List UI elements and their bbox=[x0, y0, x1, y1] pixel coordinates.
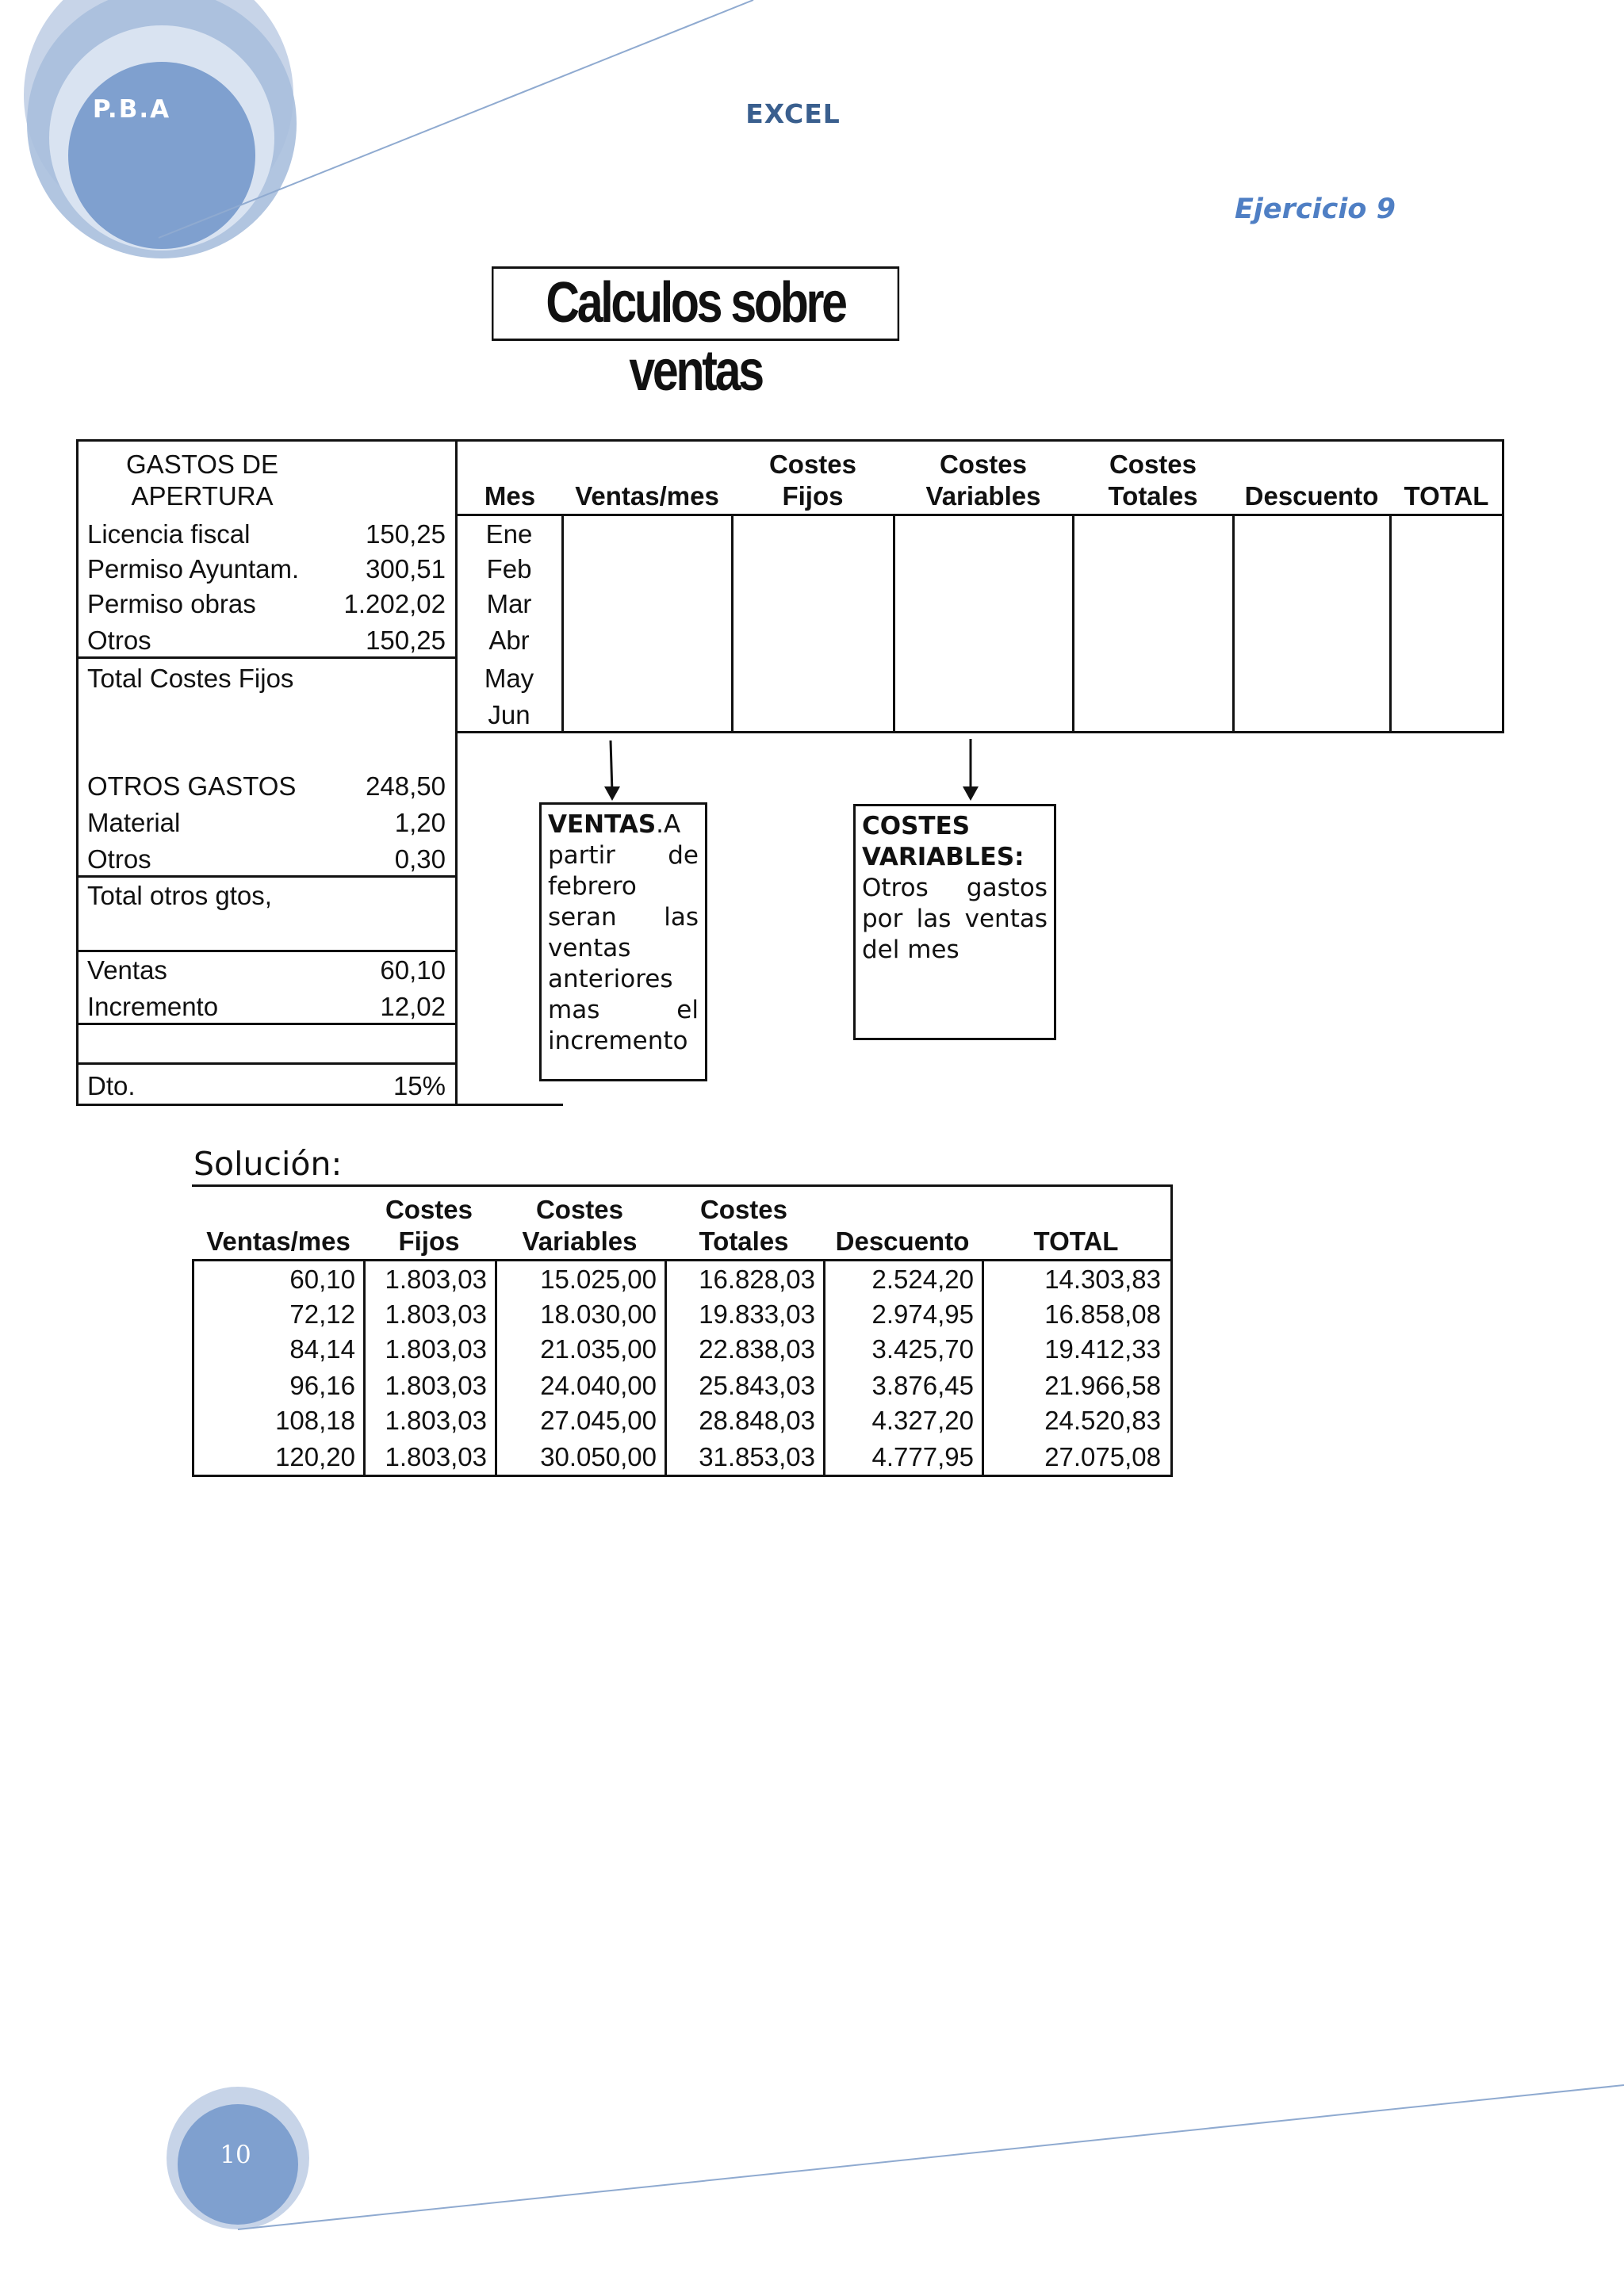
sol-cell: 96,16 bbox=[289, 1371, 355, 1400]
month-cell: Jun bbox=[488, 700, 530, 729]
sol-cell: 1.803,03 bbox=[385, 1265, 487, 1294]
sol-cell: 3.425,70 bbox=[871, 1334, 974, 1364]
apertura-item-label: Permiso obras bbox=[87, 589, 256, 618]
sol-cell: 21.966,58 bbox=[1044, 1371, 1161, 1400]
apertura-heading: GASTOS DE APERTURA bbox=[126, 450, 278, 511]
month-cell: Mar bbox=[486, 589, 532, 618]
col-header-ventas: Ventas/mes bbox=[575, 481, 719, 511]
col-header-costes-variables: Costes Variables bbox=[925, 450, 1041, 511]
otros-item-label: Otros bbox=[87, 844, 151, 874]
sol-header-costes-totales: Costes Totales bbox=[699, 1195, 789, 1256]
col-header-costes-totales: Costes Totales bbox=[1108, 450, 1198, 511]
note-ventas bbox=[539, 802, 707, 1081]
sol-cell: 120,20 bbox=[275, 1442, 355, 1471]
sol-cell: 30.050,00 bbox=[540, 1442, 657, 1471]
sol-cell: 28.848,03 bbox=[699, 1406, 815, 1435]
page-number: 10 bbox=[220, 2141, 251, 2169]
otros-item-value: 0,30 bbox=[394, 844, 446, 874]
apertura-item-label: Otros bbox=[87, 626, 151, 655]
sol-cell: 27.075,08 bbox=[1044, 1442, 1161, 1471]
note-costes-title: COSTES VARIABLES: bbox=[862, 812, 1025, 871]
sol-cell: 16.858,08 bbox=[1044, 1299, 1161, 1329]
header-title: EXCEL bbox=[745, 98, 841, 129]
logo-text: P.B.A bbox=[92, 95, 171, 124]
col-header-mes: Mes bbox=[484, 481, 536, 511]
col-header-descuento: Descuento bbox=[1244, 481, 1379, 511]
sol-cell: 19.833,03 bbox=[699, 1299, 815, 1329]
otros-item-value: 1,20 bbox=[394, 808, 446, 837]
sol-cell: 2.974,95 bbox=[871, 1299, 974, 1329]
arrow-ventas-head bbox=[604, 786, 620, 801]
apertura-item-label: Licencia fiscal bbox=[87, 519, 251, 549]
sol-cell: 1.803,03 bbox=[385, 1406, 487, 1435]
col-header-total: TOTAL bbox=[1404, 481, 1489, 511]
sol-cell: 14.303,83 bbox=[1044, 1265, 1161, 1294]
total-costes-fijos-label: Total Costes Fijos bbox=[87, 664, 294, 693]
sol-cell: 27.045,00 bbox=[540, 1406, 657, 1435]
sol-cell: 72,12 bbox=[289, 1299, 355, 1329]
sol-cell: 15.025,00 bbox=[540, 1265, 657, 1294]
incremento-value: 12,02 bbox=[380, 992, 446, 1021]
sol-cell: 1.803,03 bbox=[385, 1371, 487, 1400]
footer-line bbox=[238, 2085, 1624, 2229]
sol-cell: 3.876,45 bbox=[871, 1371, 974, 1400]
sol-cell: 1.803,03 bbox=[385, 1299, 487, 1329]
sol-cell: 1.803,03 bbox=[385, 1442, 487, 1471]
dto-value: 15% bbox=[393, 1071, 446, 1100]
ventas-label: Ventas bbox=[87, 955, 167, 985]
col-header-costes-fijos: Costes Fijos bbox=[768, 450, 857, 511]
note-costes-text: Otros gastos por las ventas del mes bbox=[862, 874, 1048, 964]
sol-cell: 1.803,03 bbox=[385, 1334, 487, 1364]
exercise-label: Ejercicio 9 bbox=[1235, 193, 1396, 225]
sol-cell: 19.412,33 bbox=[1044, 1334, 1161, 1364]
sol-cell: 22.838,03 bbox=[699, 1334, 815, 1364]
sol-header-descuento: Descuento bbox=[835, 1226, 970, 1256]
month-cell: Abr bbox=[488, 626, 530, 655]
note-costes-variables bbox=[853, 804, 1056, 1040]
sol-cell: 24.520,83 bbox=[1044, 1406, 1161, 1435]
apertura-item-value: 1.202,02 bbox=[343, 589, 446, 618]
sol-cell: 2.524,20 bbox=[871, 1265, 974, 1294]
arrow-ventas bbox=[611, 740, 612, 793]
header-circle-core bbox=[68, 62, 255, 249]
sol-cell: 108,18 bbox=[275, 1406, 355, 1435]
arrow-costes-head bbox=[963, 786, 979, 801]
sol-cell: 25.843,03 bbox=[699, 1371, 815, 1400]
sol-cell: 18.030,00 bbox=[540, 1299, 657, 1329]
month-cell: Ene bbox=[485, 519, 533, 549]
dto-label: Dto. bbox=[87, 1071, 136, 1100]
sol-cell: 4.777,95 bbox=[871, 1442, 974, 1471]
note-ventas-title: VENTAS bbox=[548, 810, 657, 839]
wordart-title: Calculos sobre ventas bbox=[492, 266, 899, 341]
sol-header-costes-variables: Costes Variables bbox=[522, 1195, 638, 1256]
note-ventas-text: .A partir de febrero seran las ventas anteriores mas el incremento bbox=[548, 810, 699, 1055]
sol-header-ventas: Ventas/mes bbox=[206, 1226, 350, 1256]
otros-item-label: Material bbox=[87, 808, 181, 837]
sol-cell: 4.327,20 bbox=[871, 1406, 974, 1435]
sol-cell: 21.035,00 bbox=[540, 1334, 657, 1364]
sol-cell: 24.040,00 bbox=[540, 1371, 657, 1400]
sol-cell: 16.828,03 bbox=[699, 1265, 815, 1294]
apertura-item-value: 150,25 bbox=[366, 519, 446, 549]
sol-header-total: TOTAL bbox=[1033, 1226, 1119, 1256]
sol-header-costes-fijos: Costes Fijos bbox=[385, 1195, 473, 1256]
ventas-value: 60,10 bbox=[380, 955, 446, 985]
sol-cell: 84,14 bbox=[289, 1334, 355, 1364]
sol-cell: 31.853,03 bbox=[699, 1442, 815, 1471]
incremento-label: Incremento bbox=[87, 992, 219, 1021]
otros-gastos-label: OTROS GASTOS bbox=[87, 771, 297, 801]
sol-cell: 60,10 bbox=[289, 1265, 355, 1294]
otros-gastos-value: 248,50 bbox=[366, 771, 446, 801]
total-otros-label: Total otros gtos, bbox=[87, 881, 272, 910]
apertura-item-value: 300,51 bbox=[366, 554, 446, 584]
apertura-item-value: 150,25 bbox=[366, 626, 446, 655]
month-cell: May bbox=[484, 664, 534, 693]
month-cell: Feb bbox=[486, 554, 532, 584]
solution-title: Solución: bbox=[193, 1145, 343, 1183]
apertura-item-label: Permiso Ayuntam. bbox=[87, 554, 300, 584]
